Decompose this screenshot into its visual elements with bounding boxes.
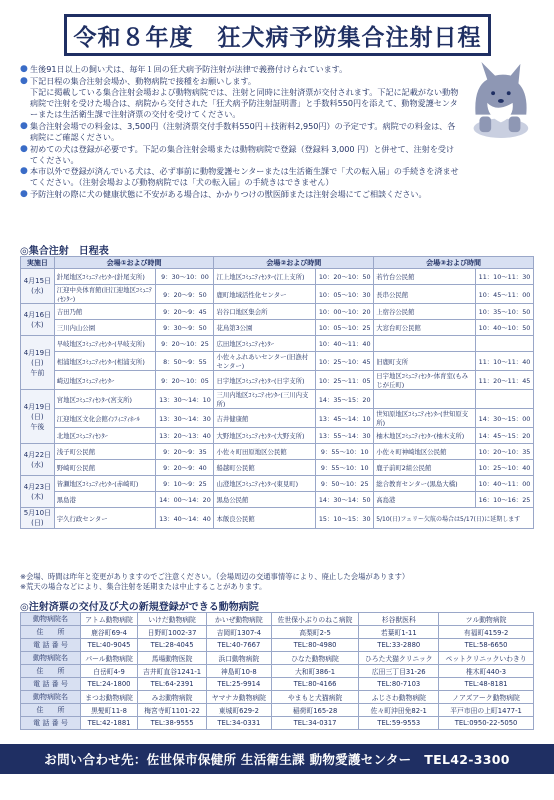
table-row — [21, 508, 534, 529]
clinic-cell: TEL:40-9045 — [81, 639, 138, 652]
clinic-cell: 椎木町440-3 — [439, 665, 534, 678]
venue-time: 14：35～15：20 — [316, 390, 374, 409]
clinic-cell: 有福町4159-2 — [439, 626, 534, 639]
clinic-cell: ノアズアーク動物病院 — [439, 691, 534, 704]
clinic-cell: TEL:64-2391 — [138, 678, 207, 691]
clinic-cell: 梅宮寺町1101-22 — [138, 704, 207, 717]
venue-time: 14：30～14：50 — [316, 492, 374, 508]
clinic-cell: ひろた犬猫クリニック — [359, 652, 439, 665]
clinic-cell: 高梨町2-5 — [271, 626, 359, 639]
table-row — [21, 428, 534, 444]
venue-time: 13：30～14：30 — [156, 409, 214, 428]
venue-name — [374, 336, 476, 352]
venue-time: 9：55～10：10 — [316, 444, 374, 460]
clinic-section-title: ◎注射済票の交付及び犬の新規登録ができる動物病院 — [20, 602, 259, 613]
table-row — [21, 717, 534, 730]
clinic-row-label: 動物病院名 — [21, 691, 81, 704]
clinic-cell: TEL:0950-22-5050 — [439, 717, 534, 730]
clinic-cell: TEL:28-4045 — [138, 639, 207, 652]
table-row — [21, 626, 534, 639]
venue-name: 宮地区ｺﾐｭﾆﾃｨｾﾝﾀｰ(宮支所) — [54, 390, 156, 409]
clinic-cell: TEL:24-1800 — [81, 678, 138, 691]
venue-name: 黒島港 — [54, 492, 156, 508]
clinic-cell: 佐々町沖田免82-1 — [359, 704, 439, 717]
table-row — [21, 460, 534, 476]
venue-time: 14：45～15：20 — [475, 428, 533, 444]
clinic-cell: TEL:33-2880 — [359, 639, 439, 652]
schedule-date: 4月16日 (木) — [21, 304, 55, 336]
venue-name: 北地区ｺﾐｭﾆﾃｨｾﾝﾀｰ — [54, 428, 156, 444]
table-header: 会場②および時間 — [214, 257, 374, 269]
clinic-cell: TEL:59-9553 — [359, 717, 439, 730]
table-row — [21, 336, 534, 352]
clinic-row-label: 住 所 — [21, 665, 81, 678]
table-row — [21, 476, 534, 492]
table-row — [21, 652, 534, 665]
venue-time: 10：05～10：30 — [316, 285, 374, 304]
venue-name: 野崎町公民館 — [54, 460, 156, 476]
clinic-cell: TEL:40-7667 — [207, 639, 272, 652]
clinic-cell: ツル動物病院 — [439, 613, 534, 626]
schedule-date: 4月19日 (日) 午後 — [21, 390, 55, 444]
clinic-cell: 鹿谷町69-4 — [81, 626, 138, 639]
venue-time — [475, 336, 533, 352]
clinic-row-label: 動物病院名 — [21, 613, 81, 626]
venue-name — [374, 390, 476, 409]
venue-name: 皆瀬地区ｺﾐｭﾆﾃｨｾﾝﾀｰ(赤崎町) — [54, 476, 156, 492]
venue-name: 早岐地区ｺﾐｭﾆﾃｨｾﾝﾀｰ(早岐支所) — [54, 336, 156, 352]
clinic-cell: TEL:80-4980 — [271, 639, 359, 652]
venue-name: 船越町公民館 — [214, 460, 316, 476]
table-row — [21, 285, 534, 304]
clinic-row-label: 動物病院名 — [21, 652, 81, 665]
venue-name: 日宇地区ｺﾐｭﾆﾃｨｾﾝﾀｰ(日宇支所) — [214, 371, 316, 390]
clinic-row-label: 電 話 番 号 — [21, 639, 81, 652]
clinic-cell: 馬場動物医院 — [138, 652, 207, 665]
venue-name: 江迎地区文化会館ｲﾝﾌｨﾆﾃｨﾎｰﾙ — [54, 409, 156, 428]
clinic-cell: 広田三丁目31-26 — [359, 665, 439, 678]
clinic-cell: 浜口動物病院 — [207, 652, 272, 665]
venue-name: 花鳥第3公園 — [214, 320, 316, 336]
venue-time: 16：10～16：25 — [475, 492, 533, 508]
venue-name: 三川内山公園 — [54, 320, 156, 336]
venue-time: 10：40～10：50 — [475, 320, 533, 336]
venue-time: 10：25～10：40 — [475, 460, 533, 476]
clinic-row-label: 電 話 番 号 — [21, 678, 81, 691]
notice-item: ● 初めての犬は登録が必要です。下記の集合注射会場または動物病院で登録（登録料 3,000 円）と併せて、注射を受けてください。 — [20, 143, 455, 165]
clinic-cell: 佐世保小ぶりのねこ病院 — [271, 613, 359, 626]
venue-time: 13：20～13：40 — [156, 428, 214, 444]
clinic-cell: いけだ動物病院 — [138, 613, 207, 626]
table-header: 実施日 — [21, 257, 55, 269]
venue-name: 上宿谷公民館 — [374, 304, 476, 320]
clinic-cell: TEL:38-9555 — [138, 717, 207, 730]
clinic-cell: 白岳町4-9 — [81, 665, 138, 678]
table-header: 会場③および時間 — [374, 257, 534, 269]
venue-name: 広田地区ｺﾐｭﾆﾃｨｾﾝﾀｰ — [214, 336, 316, 352]
page-title: 令和８年度 狂犬病予防集合注射日程 — [64, 14, 491, 56]
venue-note: 5/10(日)フェリー欠航の場合は5/17(日)に延期します — [374, 508, 534, 529]
venue-time: 13：55～14：30 — [316, 428, 374, 444]
notice-item: ● 集合注射会場での料金は、3,500円（注射済票交付手数料550円＋技術料2,950円）の予定です。病院での料金は、各病院にご確認ください。 — [20, 120, 456, 143]
venue-time: 13：30～14：10 — [156, 390, 214, 409]
table-row — [21, 304, 534, 320]
schedule-date: 4月23日 (木) — [21, 476, 55, 508]
table-header: 会場①および時間 — [54, 257, 214, 269]
venue-name: 本飯良公民館 — [214, 508, 316, 529]
venue-time: 11：10～11：30 — [475, 269, 533, 285]
clinic-cell: 黒髪町11-8 — [81, 704, 138, 717]
venue-name: 世知原地区ｺﾐｭﾆﾃｨｾﾝﾀｰ(世知原支所) — [374, 409, 476, 428]
table-row — [21, 371, 534, 390]
table-row — [21, 390, 534, 409]
venue-time: 14：00～14：20 — [156, 492, 214, 508]
venue-time: 9：20～10：25 — [156, 336, 214, 352]
schedule-date: 4月19日 (日) 午前 — [21, 336, 55, 390]
venue-name: 高島港 — [374, 492, 476, 508]
clinic-cell: 日野町1002-37 — [138, 626, 207, 639]
clinic-cell: アトム動物病院 — [81, 613, 138, 626]
venue-time: 10：35～10：50 — [475, 304, 533, 320]
notice-item: ● 予防注射の際に犬の健康状態に不安がある場合は、かかりつけの獣医師または注射会場にてご相談ください。 — [20, 189, 427, 200]
schedule-date: 4月22日 (水) — [21, 444, 55, 476]
venue-time: 9：20～9：35 — [156, 444, 214, 460]
clinic-cell: TEL:80-7103 — [359, 678, 439, 691]
venue-name: 小佐々町神崎地区公民館 — [374, 444, 476, 460]
venue-time: 9：30～10：00 — [156, 269, 214, 285]
clinic-cell: TEL:80-4166 — [271, 678, 359, 691]
table-row — [21, 320, 534, 336]
venue-time: 9：55～10：10 — [316, 460, 374, 476]
clinic-cell: 大和町386-1 — [271, 665, 359, 678]
venue-time: 10：25～11：05 — [316, 371, 374, 390]
clinic-cell: ペットクリニックいわきり — [439, 652, 534, 665]
venue-time: 11：10～11：40 — [475, 352, 533, 371]
venue-time: 10：45～11：00 — [475, 285, 533, 304]
table-row — [21, 691, 534, 704]
schedule-date: 5月10日 (日) — [21, 508, 55, 529]
clinic-cell: まつお動物病院 — [81, 691, 138, 704]
venue-name: 総合教育センター(黒島大橋) — [374, 476, 476, 492]
venue-time: 9：20～9：50 — [156, 285, 214, 304]
venue-time: 13：40～14：40 — [156, 508, 214, 529]
venue-name: 大野地区ｺﾐｭﾆﾃｨｾﾝﾀｰ(大野支所) — [214, 428, 316, 444]
venue-time: 14：30～15：00 — [475, 409, 533, 428]
clinic-cell: みお動物病院 — [138, 691, 207, 704]
venue-name: 鹿町地域活性化センター — [214, 285, 316, 304]
venue-name: 三川内地区ｺﾐｭﾆﾃｨｾﾝﾀｰ(三川内支所) — [214, 390, 316, 409]
clinic-cell: 平戸市田の上町1477-1 — [439, 704, 534, 717]
venue-time: 9：20～10：05 — [156, 371, 214, 390]
clinic-cell: 吉岡町1307-4 — [207, 626, 272, 639]
clinic-cell: ひなた動物病院 — [271, 652, 359, 665]
clinic-cell: ふじさわ動物病院 — [359, 691, 439, 704]
venue-time: 10：20～10：50 — [316, 269, 374, 285]
clinic-cell: TEL:34-0317 — [271, 717, 359, 730]
table-row — [21, 639, 534, 652]
clinic-cell: TEL:58-6650 — [439, 639, 534, 652]
venue-name: 大窓台町公民館 — [374, 320, 476, 336]
clinic-cell: 吉井町直谷1241-1 — [138, 665, 207, 678]
contact-banner: お問い合わせ先：佐世保市保健所 生活衛生課 動物愛護センター TEL42-3300 — [0, 744, 554, 774]
venue-time: 9：10～9：25 — [156, 476, 214, 492]
venue-time: 10：40～11：00 — [475, 476, 533, 492]
venue-time: 9：30～9：50 — [156, 320, 214, 336]
clinic-cell: TEL:34-0331 — [207, 717, 272, 730]
venue-name: 日宇地区ｺﾐｭﾆﾃｨｾﾝﾀｰ体育室(もみじが丘町) — [374, 371, 476, 390]
table-row — [21, 665, 534, 678]
clinic-cell: パール動物病院 — [81, 652, 138, 665]
venue-name: 山澄地区ｺﾐｭﾆﾃｨｾﾝﾀｰ(東見町) — [214, 476, 316, 492]
venue-name: 長串公民館 — [374, 285, 476, 304]
venue-time: 10：25～10：45 — [316, 352, 374, 371]
table-row — [21, 613, 534, 626]
schedule-section-title: ◎集合注射 日程表 — [20, 246, 109, 257]
clinic-cell: 神島町10-8 — [207, 665, 272, 678]
venue-name: 旧鹿町支所 — [374, 352, 476, 371]
notice-item: ● 本市以外で登録が済んでいる犬は、必ず事前に動物愛護センターまたは生活衛生課で「犬の転入届」の手続きを済ませてください。（注射会場および動物病院では「犬の転入届」の手続きはできません） — [20, 166, 459, 188]
venue-name: 吉井健康館 — [214, 409, 316, 428]
table-row — [21, 678, 534, 691]
venue-name: 柚木地区ｺﾐｭﾆﾃｨｾﾝﾀｰ(柚木支所) — [374, 428, 476, 444]
venue-name: 崎辺地区ｺﾐｭﾆﾃｨｾﾝﾀｰ — [54, 371, 156, 390]
clinic-cell: TEL:25-9914 — [207, 678, 272, 691]
clinic-cell: 稲荷町165-28 — [271, 704, 359, 717]
venue-name: 若竹台公民館 — [374, 269, 476, 285]
clinic-cell: かいぜ動物病院 — [207, 613, 272, 626]
venue-name: 江迎中央体育館(旧江迎地区ｺﾐｭﾆﾃｨｾﾝﾀｰ) — [54, 285, 156, 304]
venue-time: 10：20～10：35 — [475, 444, 533, 460]
notice-item: ● 下記日程の集合注射会場か、動物病院で接種をお願いします。 — [20, 75, 256, 86]
clinic-cell: 東城町629-2 — [207, 704, 272, 717]
clinic-table — [20, 612, 534, 730]
table-row — [21, 492, 534, 508]
venue-time: 15：10～15：30 — [316, 508, 374, 529]
venue-time: 9：20～9：40 — [156, 460, 214, 476]
notice-item: 下記に掲載している集合注射会場および動物病院では、注射と同時に注射済票が交付されます。下記に記載がない動物病院で注射を受けた場合は、病院から交付された「狂犬病予防注射証明書」と手数料550円を添えて、動物愛護センターまたは生活衛生課で注射済票の交付を受けてください。 — [30, 87, 459, 120]
venue-time: 13：45～14：10 — [316, 409, 374, 428]
venue-time: 10：05～10：25 — [316, 320, 374, 336]
venue-name: 鹿子前町2組公民館 — [374, 460, 476, 476]
venue-name: 小佐々ふれあいセンター(旧漁村センター) — [214, 352, 316, 371]
venue-name: 小佐々町田原地区公民館 — [214, 444, 316, 460]
dog-illustration-icon — [458, 58, 536, 140]
clinic-row-label: 住 所 — [21, 704, 81, 717]
clinic-cell: 若葉町1-11 — [359, 626, 439, 639]
notice-item: ● 生後91日以上の飼い犬は、毎年１回の狂犬病予防注射が法律で義務付けられています。 — [20, 64, 348, 74]
venue-time: 9：50～10：25 — [316, 476, 374, 492]
venue-name: 岩谷口地区集会所 — [214, 304, 316, 320]
schedule-footnotes: ※会場、時間は昨年と変更がありますのでご注意ください。（会場周辺の交通事情等により、廃止した会場があります） ※荒天の場合などにより、集合注射を延期または中止することがあります。 — [20, 572, 410, 591]
venue-name: 宇久行政センター — [54, 508, 156, 529]
table-row — [21, 704, 534, 717]
table-row — [21, 409, 534, 428]
venue-name: 相浦地区ｺﾐｭﾆﾃｨｾﾝﾀｰ(相浦支所) — [54, 352, 156, 371]
clinic-row-label: 電 話 番 号 — [21, 717, 81, 730]
clinic-cell: TEL:42-1881 — [81, 717, 138, 730]
venue-time — [475, 390, 533, 409]
venue-name: 針尾地区ｺﾐｭﾆﾃｨｾﾝﾀｰ(針尾支所) — [54, 269, 156, 285]
clinic-cell: TEL:48-8181 — [439, 678, 534, 691]
table-row — [21, 269, 534, 285]
schedule-table — [20, 256, 534, 529]
venue-time: 11：20～11：45 — [475, 371, 533, 390]
table-row — [21, 444, 534, 460]
venue-name: 江上地区ｺﾐｭﾆﾃｨｾﾝﾀｰ(江上支所) — [214, 269, 316, 285]
clinic-cell: 杉谷獣医科 — [359, 613, 439, 626]
venue-time: 9：20～9：45 — [156, 304, 214, 320]
notice-list — [20, 64, 460, 201]
venue-name: 黒島公民館 — [214, 492, 316, 508]
schedule-date: 4月15日 (水) — [21, 269, 55, 304]
table-row — [21, 352, 534, 371]
venue-name: 吉田乃館 — [54, 304, 156, 320]
venue-time: 10：40～11：40 — [316, 336, 374, 352]
clinic-cell: ヤマナカ動物病院 — [207, 691, 272, 704]
clinic-cell: やまもと犬猫病院 — [271, 691, 359, 704]
venue-name: 浅子町公民館 — [54, 444, 156, 460]
clinic-row-label: 住 所 — [21, 626, 81, 639]
venue-time: 8：50～9：55 — [156, 352, 214, 371]
venue-time: 10：00～10：20 — [316, 304, 374, 320]
